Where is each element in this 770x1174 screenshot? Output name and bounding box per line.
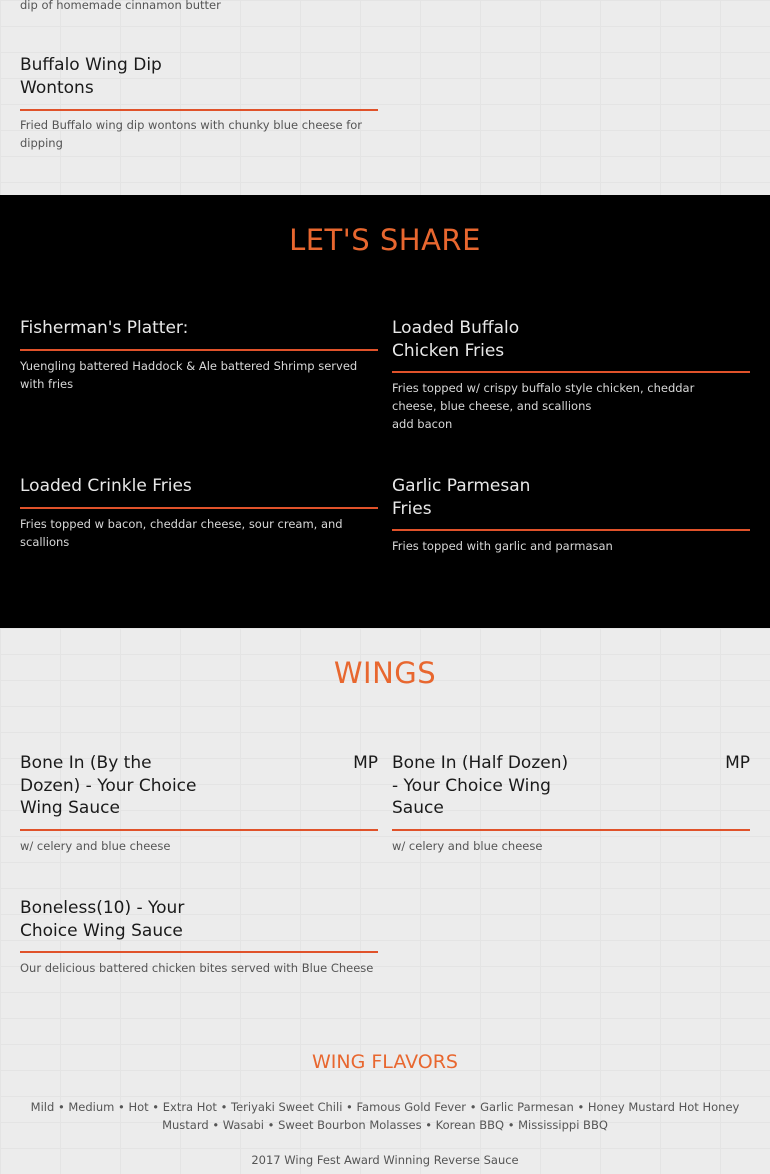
item-divider — [20, 951, 378, 953]
item-divider — [20, 109, 378, 111]
item-description: Yuengling battered Haddock & Ale battered Shrimp served with fries — [20, 359, 358, 391]
item-description: Our delicious battered chicken bites served with Blue Cheese — [20, 961, 374, 975]
menu-item-garlic-parmesan-fries — [392, 475, 750, 553]
item-title: Loaded Crinkle Fries — [20, 476, 192, 496]
menu-item-loaded-crinkle-fries — [20, 475, 378, 549]
menu-item-boneless — [20, 897, 378, 975]
item-divider — [392, 371, 750, 373]
item-description: w/ celery and blue cheese — [20, 839, 171, 853]
item-title: Bone In (By the Dozen) - Your Choice Wing Sauce — [20, 753, 197, 818]
item-title: Loaded Buffalo Chicken Fries — [392, 318, 520, 361]
section-heading: WINGS — [333, 656, 437, 690]
item-divider — [20, 349, 378, 351]
section-heading: LET'S SHARE — [289, 223, 481, 257]
item-price: MP — [725, 753, 750, 773]
award-text: 2017 Wing Fest Award Winning Reverse Sauce — [251, 1153, 519, 1167]
item-title: Fisherman's Platter: — [20, 318, 189, 338]
item-title: Boneless(10) - Your Choice Wing Sauce — [20, 898, 185, 941]
item-description: Fries topped with garlic and parmasan — [392, 539, 613, 553]
top-section — [0, 0, 770, 195]
wings-section — [0, 628, 770, 1174]
item-title: Garlic Parmesan Fries — [392, 476, 531, 519]
item-description: Fried Buffalo wing dip wontons with chunky blue cheese for dipping — [20, 118, 363, 150]
item-price: MP — [353, 753, 378, 773]
menu-item-loaded-buffalo-fries — [392, 317, 750, 431]
item-title: Bone In (Half Dozen) - Your Choice Wing Sauce — [392, 753, 569, 818]
flavors-list: Mild • Medium • Hot • Extra Hot • Teriyaki Sweet Chili • Famous Gold Fever • Garlic Parmesan • Honey Mustard Hot Honey Mustard • Wasabi • Sweet Bourbon Molasses • Korean BBQ • Mississippi BBQ — [30, 1100, 740, 1132]
menu-item-buffalo-wontons — [20, 54, 378, 150]
item-divider — [392, 529, 750, 531]
item-divider — [20, 507, 378, 509]
flavors-heading: WING FLAVORS — [312, 1051, 458, 1073]
item-divider — [392, 829, 750, 831]
share-section — [0, 195, 770, 628]
item-description: w/ celery and blue cheese — [392, 839, 543, 853]
item-description: dip of homemade cinnamon butter — [20, 0, 221, 12]
item-description: Fries topped w bacon, cheddar cheese, sour cream, and scallions — [20, 517, 343, 549]
item-title: Buffalo Wing Dip Wontons — [20, 55, 162, 98]
menu-item-bone-in-half-dozen — [392, 752, 750, 853]
menu-item-fishermans-platter — [20, 317, 378, 391]
menu-item-bone-in-dozen — [20, 752, 378, 853]
item-description: Fries topped w/ crispy buffalo style chicken, cheddar cheese, blue cheese, and scallions — [392, 381, 695, 413]
item-addon: add bacon — [392, 417, 453, 431]
item-divider — [20, 829, 378, 831]
